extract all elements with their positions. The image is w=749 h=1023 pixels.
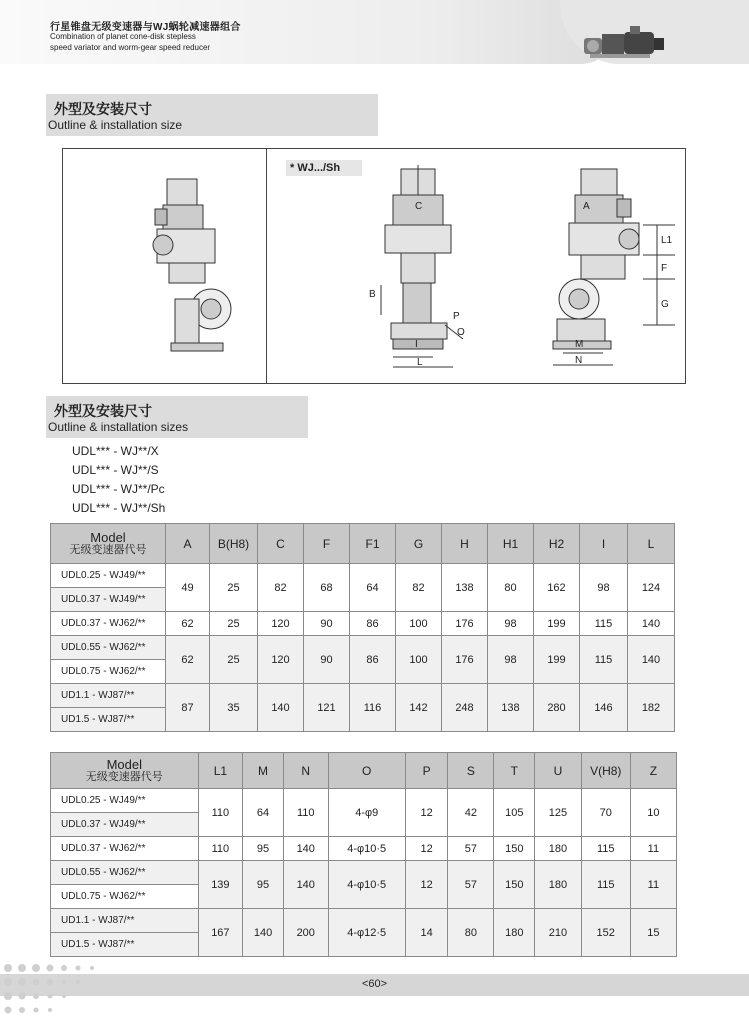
value-cell: 62 bbox=[166, 636, 210, 684]
value-cell: 25 bbox=[210, 564, 258, 612]
dim-label-l: L bbox=[417, 357, 423, 368]
value-cell: 100 bbox=[396, 636, 442, 684]
dim-label-n: N bbox=[575, 355, 583, 366]
model-list bbox=[72, 442, 165, 518]
value-cell: 4-φ10·5 bbox=[328, 837, 405, 861]
drawing-svg bbox=[63, 149, 687, 385]
value-cell: 110 bbox=[198, 837, 243, 861]
col-header: I bbox=[580, 524, 628, 564]
value-cell: 115 bbox=[581, 837, 630, 861]
value-cell: 25 bbox=[210, 612, 258, 636]
value-cell: 199 bbox=[534, 636, 580, 684]
model-cell: UDL0.75 - WJ62/** bbox=[51, 660, 166, 684]
header-title-cn: 行星锥盘无级变速器与WJ蜗轮减速器组合 bbox=[50, 22, 241, 33]
value-cell: 115 bbox=[580, 612, 628, 636]
value-cell: 124 bbox=[628, 564, 675, 612]
value-cell: 64 bbox=[350, 564, 396, 612]
value-cell: 105 bbox=[494, 789, 535, 837]
value-cell: 98 bbox=[580, 564, 628, 612]
col-header: P bbox=[405, 753, 447, 789]
value-cell: 280 bbox=[534, 684, 580, 732]
value-cell: 138 bbox=[488, 684, 534, 732]
model-header-cn: 无级变速器代号 bbox=[69, 543, 147, 556]
value-cell: 115 bbox=[580, 636, 628, 684]
model-cell: UDL0.55 - WJ62/** bbox=[51, 861, 199, 885]
model-list-item: UDL*** - WJ**/S bbox=[72, 463, 159, 477]
value-cell: 210 bbox=[535, 909, 581, 957]
left-view-assembly bbox=[153, 179, 231, 351]
section2-title-en: Outline & installation sizes bbox=[48, 420, 189, 434]
value-cell: 180 bbox=[535, 861, 581, 909]
value-cell: 57 bbox=[448, 837, 494, 861]
col-header: M bbox=[243, 753, 284, 789]
middle-view-assembly bbox=[381, 165, 463, 367]
value-cell: 176 bbox=[442, 612, 488, 636]
value-cell: 146 bbox=[580, 684, 628, 732]
value-cell: 98 bbox=[488, 636, 534, 684]
variant-label: * WJ.../Sh bbox=[286, 160, 362, 176]
dim-label-m: M bbox=[575, 339, 584, 350]
value-cell: 121 bbox=[304, 684, 350, 732]
right-view-assembly bbox=[553, 169, 675, 365]
value-cell: 35 bbox=[210, 684, 258, 732]
col-header: C bbox=[258, 524, 304, 564]
model-header-en: Model bbox=[90, 529, 126, 545]
table-row bbox=[51, 789, 677, 813]
value-cell: 14 bbox=[405, 909, 447, 957]
model-cell: UD1.1 - WJ87/** bbox=[51, 909, 199, 933]
model-cell: UDL0.25 - WJ49/** bbox=[51, 564, 166, 588]
table-row bbox=[51, 612, 675, 636]
dimensions-table-1 bbox=[50, 523, 675, 732]
value-cell: 110 bbox=[283, 789, 328, 837]
dim-label-c: C bbox=[415, 201, 423, 212]
value-cell: 150 bbox=[494, 837, 535, 861]
value-cell: 180 bbox=[494, 909, 535, 957]
model-cell: UDL0.75 - WJ62/** bbox=[51, 885, 199, 909]
col-header: G bbox=[396, 524, 442, 564]
motor-product-icon bbox=[580, 24, 670, 60]
value-cell: 70 bbox=[581, 789, 630, 837]
model-list-item: UDL*** - WJ**/Sh bbox=[72, 501, 166, 515]
value-cell: 200 bbox=[283, 909, 328, 957]
value-cell: 68 bbox=[304, 564, 350, 612]
model-cell: UD1.5 - WJ87/** bbox=[51, 708, 166, 732]
col-header: Z bbox=[630, 753, 676, 789]
value-cell: 86 bbox=[350, 612, 396, 636]
table-row bbox=[51, 564, 675, 588]
value-cell: 49 bbox=[166, 564, 210, 612]
model-cell: UDL0.37 - WJ62/** bbox=[51, 612, 166, 636]
col-header: T bbox=[494, 753, 535, 789]
page-number: <60> bbox=[361, 978, 388, 990]
value-cell: 10 bbox=[630, 789, 676, 837]
value-cell: 125 bbox=[535, 789, 581, 837]
value-cell: 62 bbox=[166, 612, 210, 636]
value-cell: 140 bbox=[243, 909, 284, 957]
footer-dots-pattern bbox=[0, 960, 170, 1023]
value-cell: 4-φ10·5 bbox=[328, 861, 405, 909]
dim-label-b: B bbox=[369, 289, 376, 300]
value-cell: 80 bbox=[488, 564, 534, 612]
value-cell: 150 bbox=[494, 861, 535, 909]
model-cell: UDL0.37 - WJ49/** bbox=[51, 588, 166, 612]
value-cell: 12 bbox=[405, 789, 447, 837]
col-header: L bbox=[628, 524, 675, 564]
value-cell: 138 bbox=[442, 564, 488, 612]
dim-label-f: F bbox=[661, 263, 668, 274]
technical-drawing bbox=[62, 148, 686, 384]
value-cell: 15 bbox=[630, 909, 676, 957]
value-cell: 180 bbox=[535, 837, 581, 861]
dim-label-p: P bbox=[453, 311, 460, 322]
dim-label-a: A bbox=[583, 201, 590, 212]
dim-label-g: G bbox=[661, 299, 669, 310]
value-cell: 25 bbox=[210, 636, 258, 684]
model-cell: UD1.5 - WJ87/** bbox=[51, 933, 199, 957]
value-cell: 4-φ12·5 bbox=[328, 909, 405, 957]
section2-title-cn: 外型及安装尺寸 bbox=[54, 403, 152, 419]
table-row bbox=[51, 861, 677, 885]
value-cell: 140 bbox=[628, 612, 675, 636]
col-header: F1 bbox=[350, 524, 396, 564]
section-title-en: Outline & installation size bbox=[48, 118, 183, 132]
col-header: L1 bbox=[198, 753, 243, 789]
model-list-item: UDL*** - WJ**/X bbox=[72, 444, 159, 458]
value-cell: 140 bbox=[283, 837, 328, 861]
value-cell: 11 bbox=[630, 837, 676, 861]
dim-label-o: O bbox=[457, 327, 465, 338]
table-row bbox=[51, 684, 675, 708]
col-header: F bbox=[304, 524, 350, 564]
value-cell: 182 bbox=[628, 684, 675, 732]
value-cell: 152 bbox=[581, 909, 630, 957]
col-header: A bbox=[166, 524, 210, 564]
value-cell: 110 bbox=[198, 789, 243, 837]
value-cell: 82 bbox=[258, 564, 304, 612]
value-cell: 80 bbox=[448, 909, 494, 957]
model-header bbox=[51, 753, 199, 789]
model-cell: UDL0.55 - WJ62/** bbox=[51, 636, 166, 660]
dimensions-table-2 bbox=[50, 752, 677, 957]
table-row bbox=[51, 636, 675, 660]
value-cell: 95 bbox=[243, 861, 284, 909]
model-cell: UDL0.37 - WJ49/** bbox=[51, 813, 199, 837]
header-title-en-1: Combination of planet cone-disk stepless bbox=[50, 32, 196, 41]
model-cell: UDL0.37 - WJ62/** bbox=[51, 837, 199, 861]
value-cell: 139 bbox=[198, 861, 243, 909]
value-cell: 87 bbox=[166, 684, 210, 732]
value-cell: 140 bbox=[283, 861, 328, 909]
table-row bbox=[51, 837, 677, 861]
value-cell: 64 bbox=[243, 789, 284, 837]
value-cell: 120 bbox=[258, 636, 304, 684]
dim-label-i: I bbox=[415, 339, 418, 350]
header-title-en-2: speed variator and worm-gear speed reducer bbox=[50, 43, 211, 52]
value-cell: 4-φ9 bbox=[328, 789, 405, 837]
value-cell: 120 bbox=[258, 612, 304, 636]
section-title-outline bbox=[46, 94, 378, 136]
value-cell: 115 bbox=[581, 861, 630, 909]
col-header: V(H8) bbox=[581, 753, 630, 789]
value-cell: 82 bbox=[396, 564, 442, 612]
col-header: B(H8) bbox=[210, 524, 258, 564]
value-cell: 142 bbox=[396, 684, 442, 732]
model-header-en: Model bbox=[106, 756, 142, 772]
model-cell: UDL0.25 - WJ49/** bbox=[51, 789, 199, 813]
value-cell: 57 bbox=[448, 861, 494, 909]
col-header: O bbox=[328, 753, 405, 789]
value-cell: 86 bbox=[350, 636, 396, 684]
section-title-cn: 外型及安装尺寸 bbox=[54, 101, 152, 117]
value-cell: 167 bbox=[198, 909, 243, 957]
col-header: S bbox=[448, 753, 494, 789]
model-header-cn: 无级变速器代号 bbox=[85, 770, 163, 783]
table-row bbox=[51, 909, 677, 933]
value-cell: 12 bbox=[405, 861, 447, 909]
value-cell: 11 bbox=[630, 861, 676, 909]
col-header: H2 bbox=[534, 524, 580, 564]
section-title-sizes bbox=[46, 396, 308, 438]
value-cell: 140 bbox=[628, 636, 675, 684]
value-cell: 100 bbox=[396, 612, 442, 636]
model-list-item: UDL*** - WJ**/Pc bbox=[72, 482, 165, 496]
value-cell: 162 bbox=[534, 564, 580, 612]
page-header bbox=[0, 0, 749, 78]
col-header: H1 bbox=[488, 524, 534, 564]
value-cell: 90 bbox=[304, 636, 350, 684]
col-header: N bbox=[283, 753, 328, 789]
value-cell: 116 bbox=[350, 684, 396, 732]
value-cell: 140 bbox=[258, 684, 304, 732]
value-cell: 248 bbox=[442, 684, 488, 732]
dim-label-l1: L1 bbox=[661, 235, 673, 246]
value-cell: 199 bbox=[534, 612, 580, 636]
value-cell: 90 bbox=[304, 612, 350, 636]
value-cell: 98 bbox=[488, 612, 534, 636]
value-cell: 42 bbox=[448, 789, 494, 837]
value-cell: 176 bbox=[442, 636, 488, 684]
value-cell: 95 bbox=[243, 837, 284, 861]
col-header: U bbox=[535, 753, 581, 789]
model-header bbox=[51, 524, 166, 564]
value-cell: 12 bbox=[405, 837, 447, 861]
col-header: H bbox=[442, 524, 488, 564]
model-cell: UD1.1 - WJ87/** bbox=[51, 684, 166, 708]
